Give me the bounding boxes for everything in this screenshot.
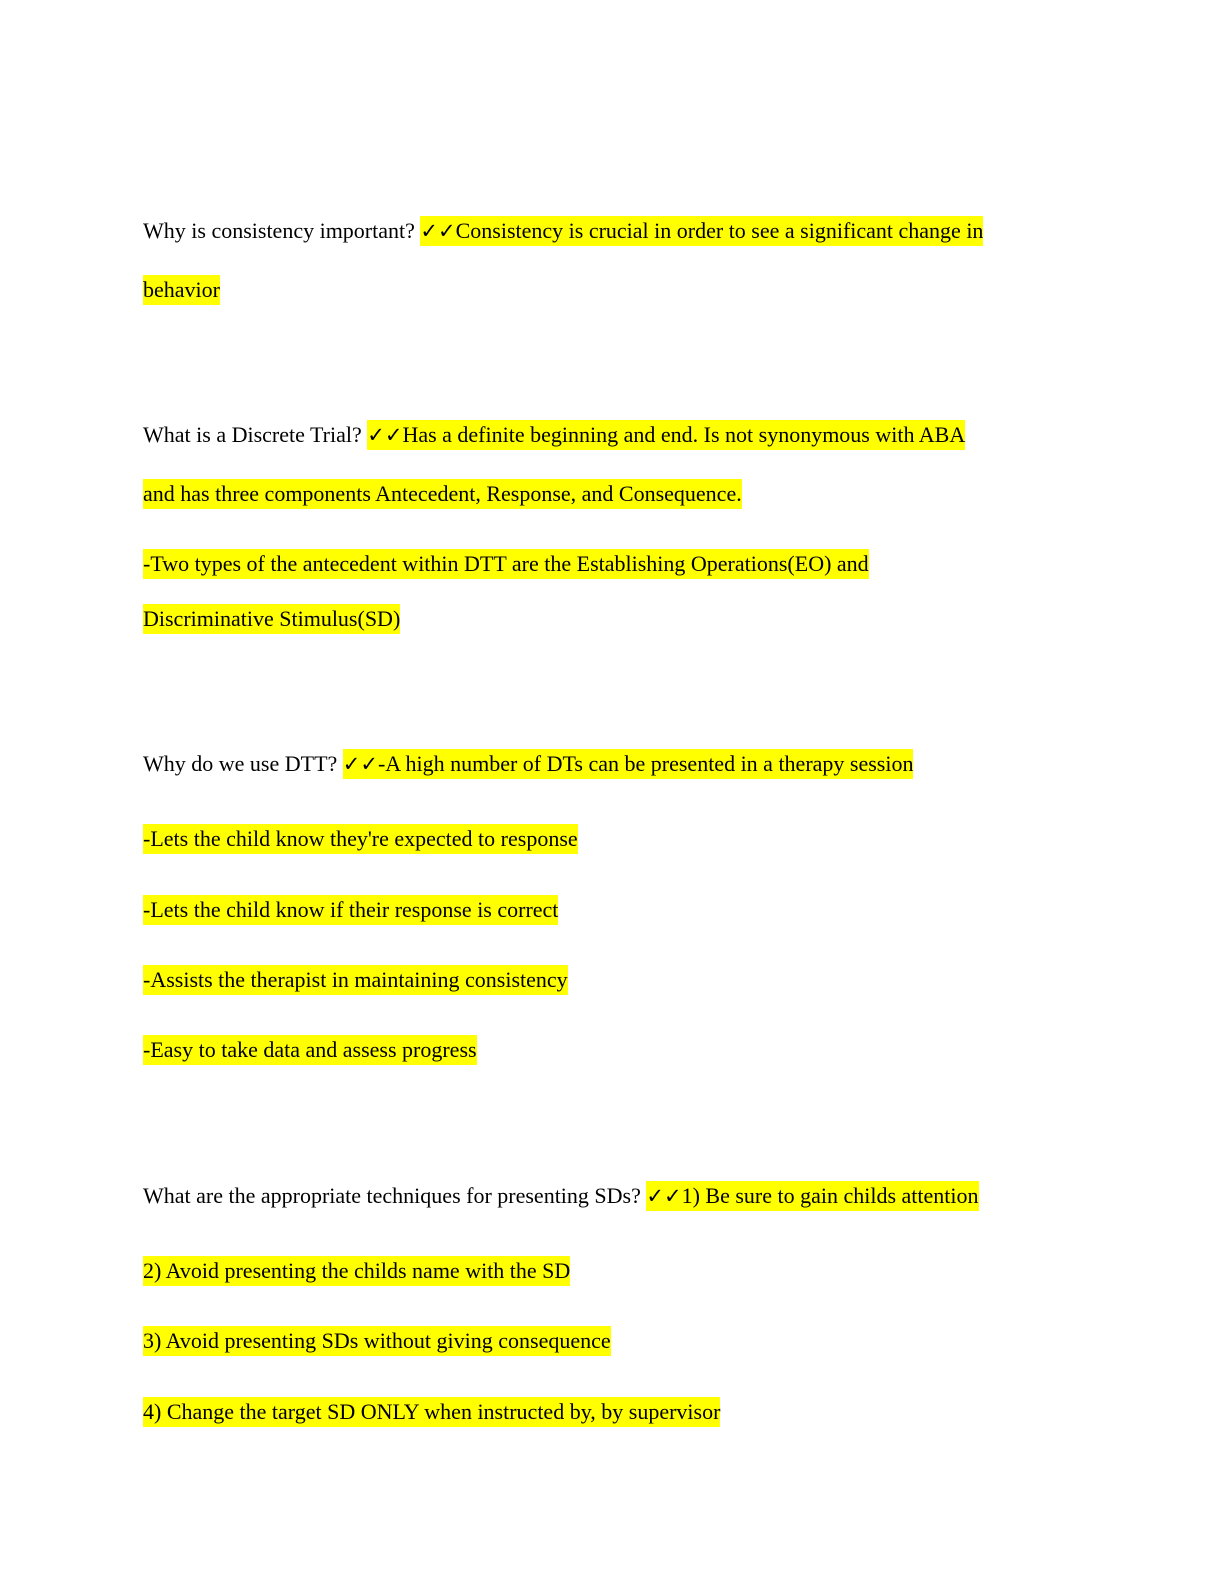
answer-text: 3) Avoid presenting SDs without giving consequence (143, 1326, 611, 1356)
checkmark-icon: ✓✓ (420, 219, 456, 243)
qa-3-line-4 (143, 965, 568, 995)
answer-text: -A high number of DTs can be presented in a therapy session (377, 751, 914, 776)
answer-text: -Lets the child know if their response is correct (143, 895, 558, 925)
question-text: What is a Discrete Trial? (143, 422, 362, 447)
qa-4-line-4 (143, 1397, 720, 1427)
qa-2-line-4 (143, 604, 400, 634)
answer-text: -Lets the child know they're expected to response (143, 824, 578, 854)
answer-text: -Assists the therapist in maintaining consistency (143, 965, 568, 995)
qa-1-line-1 (143, 216, 983, 246)
answer-text: Has a definite beginning and end. Is not synonymous with ABA (402, 422, 966, 447)
question-text: Why do we use DTT? (143, 751, 338, 776)
answer-text: Consistency is crucial in order to see a significant change in (455, 218, 984, 243)
question-text: What are the appropriate techniques for presenting SDs? (143, 1183, 641, 1208)
qa-3-line-3 (143, 895, 558, 925)
answer-text: and has three components Antecedent, Response, and Consequence. (143, 479, 742, 509)
qa-2-line-3 (143, 549, 869, 579)
checkmark-icon: ✓✓ (646, 1184, 682, 1208)
qa-3-line-1 (143, 749, 913, 779)
answer-text: 1) Be sure to gain childs attention (681, 1183, 979, 1208)
checkmark-icon: ✓✓ (367, 423, 403, 447)
qa-4-line-2 (143, 1256, 570, 1286)
qa-3-line-2 (143, 824, 578, 854)
qa-2-line-2 (143, 479, 742, 509)
qa-4-line-1 (143, 1181, 979, 1211)
qa-3-line-5 (143, 1035, 477, 1065)
answer-text: 2) Avoid presenting the childs name with the SD (143, 1256, 570, 1286)
answer-text: -Easy to take data and assess progress (143, 1035, 477, 1065)
answer-text: Discriminative Stimulus(SD) (143, 604, 400, 634)
checkmark-icon: ✓✓ (342, 752, 378, 776)
qa-1-line-2 (143, 275, 220, 305)
qa-4-line-3 (143, 1326, 611, 1356)
answer-text: 4) Change the target SD ONLY when instructed by, by supervisor (143, 1397, 720, 1427)
answer-text: -Two types of the antecedent within DTT are the Establishing Operations(EO) and (143, 549, 869, 579)
question-text: Why is consistency important? (143, 218, 415, 243)
qa-2-line-1 (143, 420, 965, 450)
answer-text: behavior (143, 275, 220, 305)
